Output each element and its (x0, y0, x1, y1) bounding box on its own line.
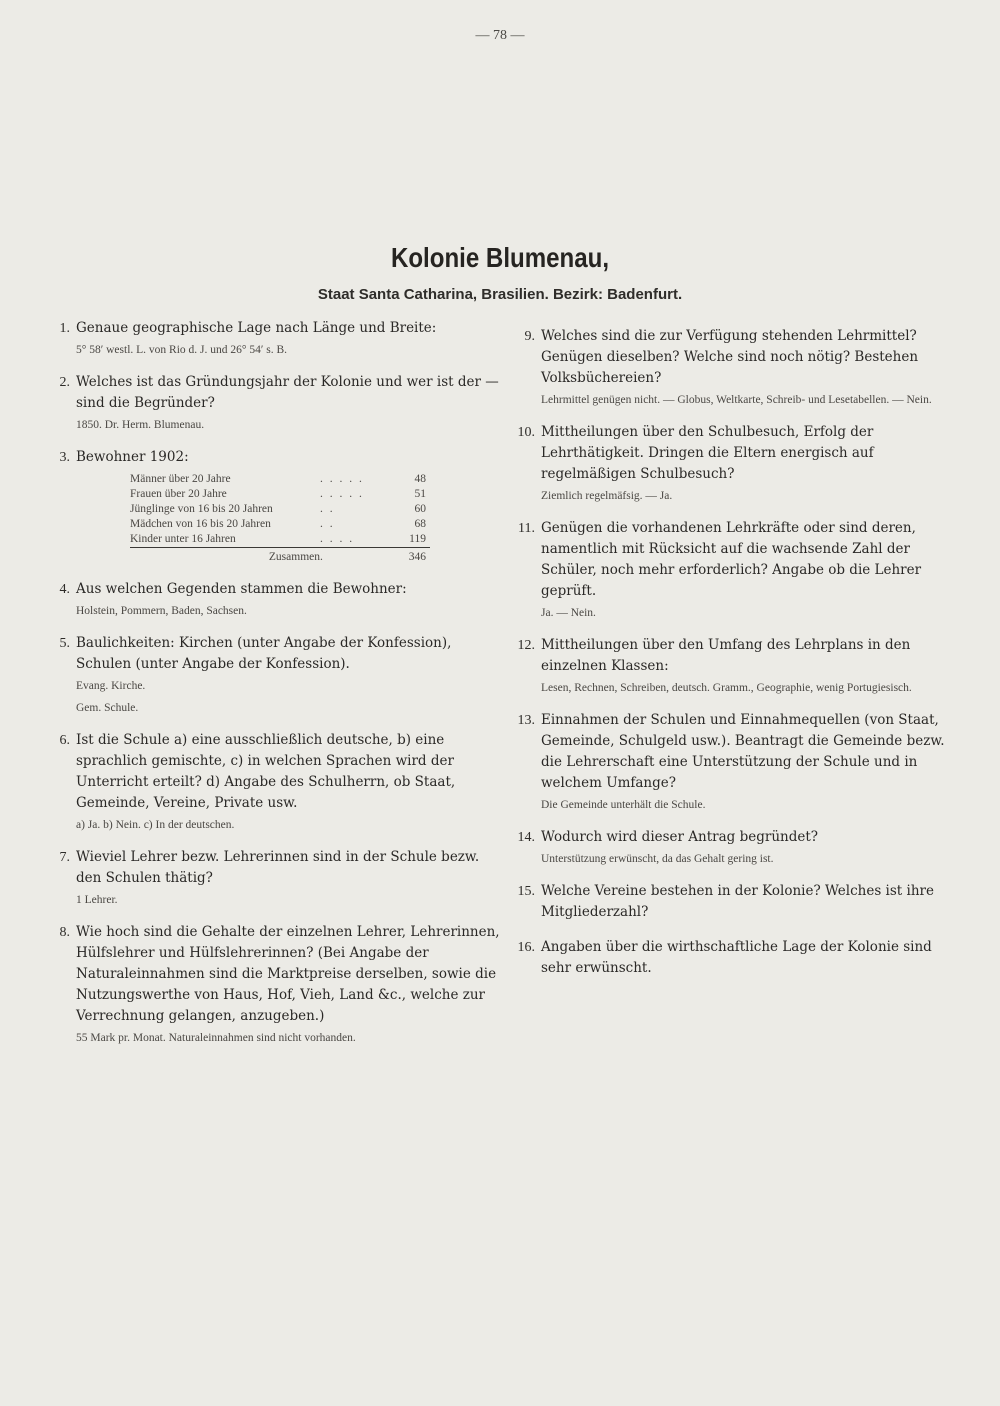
question-number: 10. (517, 425, 535, 440)
population-row (130, 532, 430, 548)
answer-text: Lehrmittel genügen nicht. — Globus, Weltkarte, Schreib- und Lesetabellen. — Nein. (541, 394, 932, 406)
question-text: Welche Vereine bestehen in der Kolonie? Welches ist ihre Mitgliederzahl? (541, 883, 934, 920)
question-text: Welches sind die zur Verfügung stehenden Lehrmittel? Genügen dieselben? Welche sind noch nötig? Bestehen Volksbüchereien? (541, 328, 919, 386)
question-text: Angaben über die wirthschaftliche Lage der Kolonie sind sehr erwünscht. (541, 939, 932, 976)
population-row (130, 487, 430, 502)
question-item-11 (505, 518, 965, 621)
question-text: Welches ist das Gründungsjahr der Kolonie und wer ist der — sind die Begründer? (76, 374, 499, 411)
left-column (40, 318, 500, 1060)
answer-text: Holstein, Pommern, Baden, Sachsen. (76, 605, 247, 617)
page-number: — 78 — (475, 28, 525, 43)
answer-text: Lesen, Rechnen, Schreiben, deutsch. Gramm., Geographie, wenig Portugiesisch. (541, 682, 912, 694)
population-row (130, 502, 430, 517)
question-number: 7. (59, 850, 70, 865)
question-item-10 (505, 422, 965, 504)
population-table (130, 472, 430, 565)
question-number: 4. (59, 582, 70, 597)
population-dots: . . . . . (320, 488, 364, 500)
question-number: 13. (517, 713, 535, 728)
population-label: Mädchen von 16 bis 20 Jahren (130, 518, 271, 530)
answer-text: 55 Mark pr. Monat. Naturaleinnahmen sind nicht vorhanden. (76, 1032, 356, 1044)
question-text: Mittheilungen über den Schulbesuch, Erfolg der Lehrthätigkeit. Dringen die Eltern energisch auf regelmäßigen Schulbesuch? (541, 424, 874, 482)
question-number: 12. (517, 638, 535, 653)
answer-text-2: Gem. Schule. (76, 702, 139, 714)
question-number: 3. (59, 450, 70, 465)
population-value: 51 (414, 488, 426, 500)
population-label: Männer über 20 Jahre (130, 473, 231, 485)
question-number: 1. (59, 321, 70, 336)
population-total-value: 346 (370, 548, 430, 566)
question-number: 14. (517, 830, 535, 845)
question-text: Bewohner 1902: (76, 449, 189, 465)
question-number: 16. (517, 940, 535, 955)
question-item-7 (40, 847, 500, 908)
population-dots: . . (320, 503, 335, 515)
question-number: 15. (517, 884, 535, 899)
answer-text: 1850. Dr. Herm. Blumenau. (76, 419, 205, 431)
question-text: Ist die Schule a) eine ausschließlich deutsche, b) eine sprachlich gemischte, c) in welchen Sprachen wird der Unterricht erteilt? d) Angabe des Schulherrn, ob Staat, Gemeinde, Vereine, Private usw. (76, 732, 456, 811)
population-label: Jünglinge von 16 bis 20 Jahren (130, 503, 273, 515)
answer-text: 1 Lehrer. (76, 894, 118, 906)
question-text: Mittheilungen über den Umfang des Lehrplans in den einzelnen Klassen: (541, 637, 911, 674)
answer-text: Ziemlich regelmäfsig. — Ja. (541, 490, 673, 502)
population-value: 68 (414, 518, 426, 530)
population-dots: . . . . . (320, 473, 364, 485)
population-label: Frauen über 20 Jahre (130, 488, 227, 500)
question-number: 9. (524, 329, 535, 344)
question-number: 6. (59, 733, 70, 748)
question-item-16 (505, 937, 965, 979)
question-text: Baulichkeiten: Kirchen (unter Angabe der Konfession), Schulen (unter Angabe der Konfession). (76, 635, 452, 672)
question-item-1 (40, 318, 500, 358)
question-item-8 (40, 922, 500, 1046)
question-item-14 (505, 827, 965, 867)
question-item-2 (40, 372, 500, 433)
question-item-6 (40, 730, 500, 833)
question-item-12 (505, 635, 965, 696)
right-column (505, 326, 965, 993)
answer-text: Ja. — Nein. (541, 607, 596, 619)
page-title: Kolonie Blumenau, (390, 242, 610, 273)
question-text: Wodurch wird dieser Antrag begründet? (541, 829, 819, 845)
population-row (130, 517, 430, 532)
question-text: Einnahmen der Schulen und Einnahmequellen (von Staat, Gemeinde, Schulgeld usw.). Beantragt die Gemeinde bezw. die Lehrerschaft eine Unterstützung der Schule und in welchem Umfange? (541, 712, 945, 791)
population-value: 119 (409, 533, 426, 545)
question-text: Genaue geographische Lage nach Länge und Breite: (76, 320, 437, 336)
question-text: Genügen die vorhandenen Lehrkräfte oder sind deren, namentlich mit Rücksicht auf die wachsende Zahl der Schüler, noch mehr erforderlich? Angabe ob die Lehrer geprüft. (541, 520, 922, 599)
answer-text: Evang. Kirche. (76, 680, 146, 692)
population-dots: . . (320, 518, 335, 530)
page-subtitle: Staat Santa Catharina, Brasilien. Bezirk: Badenfurt. (317, 286, 683, 303)
question-text: Wie hoch sind die Gehalte der einzelnen Lehrer, Lehrerinnen, Hülfslehrer und Hülfslehrerinnen? (Bei Angabe der Naturaleinnahmen sind die Marktpreise derselben, sowie die Nutzungswerthe von Haus, Hof, Vieh, Land &c., welche zur Verrechnung gelangen, anzugeben.) (76, 924, 500, 1024)
population-total-row (130, 548, 430, 566)
population-value: 60 (414, 503, 426, 515)
population-total-dots: . (320, 548, 370, 566)
question-text: Wieviel Lehrer bezw. Lehrerinnen sind in der Schule bezw. den Schulen thätig? (76, 849, 480, 886)
question-item-15 (505, 881, 965, 923)
population-row (130, 472, 430, 487)
population-value: 48 (414, 473, 426, 485)
question-item-3 (40, 447, 500, 565)
population-total-label: Zusammen (130, 548, 320, 566)
question-text: Aus welchen Gegenden stammen die Bewohner: (76, 581, 407, 597)
question-item-4 (40, 579, 500, 619)
question-item-13 (505, 710, 965, 813)
question-item-5 (40, 633, 500, 716)
question-number: 2. (59, 375, 70, 390)
question-number: 11. (518, 521, 535, 536)
answer-text: a) Ja. b) Nein. c) In der deutschen. (76, 819, 235, 831)
answer-text: 5° 58′ westl. L. von Rio d. J. und 26° 54′ s. B. (76, 344, 288, 356)
question-item-9 (505, 326, 965, 408)
question-number: 5. (59, 636, 70, 651)
answer-text: Die Gemeinde unterhält die Schule. (541, 799, 706, 811)
population-dots: . . . . (320, 533, 355, 545)
question-number: 8. (59, 925, 70, 940)
population-label: Kinder unter 16 Jahren (130, 533, 236, 545)
answer-text: Unterstützung erwünscht, da das Gehalt gering ist. (541, 853, 774, 865)
